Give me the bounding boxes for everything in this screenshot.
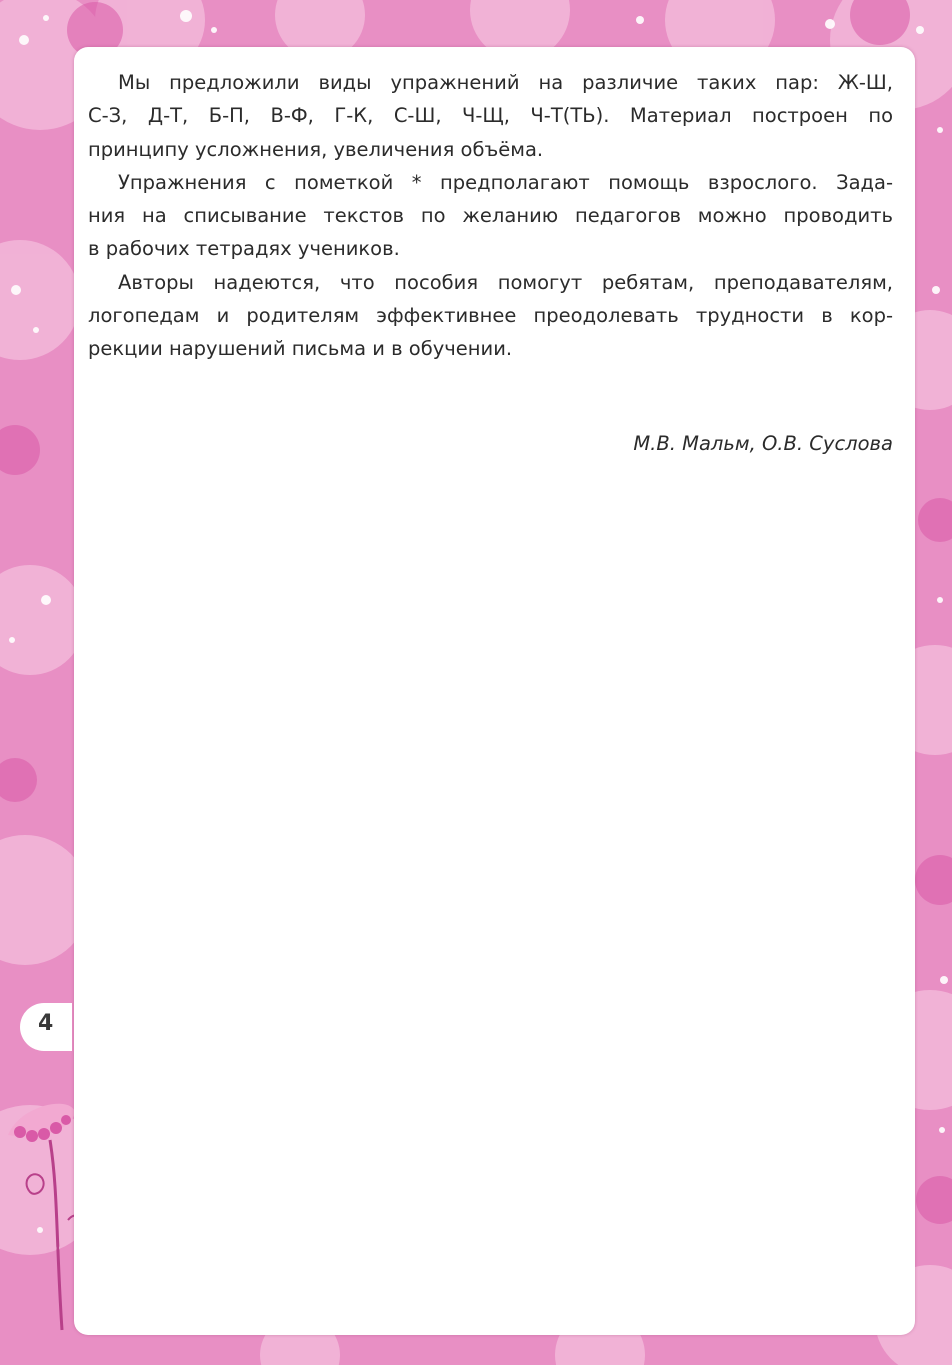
paragraph-3-line-1: Авторы надеются, что пособия помогут ребятам, преподавателям, [118,270,893,294]
author-signature: М.В. Мальм, О.В. Суслова [633,432,893,455]
page-number: 4 [38,1011,54,1036]
paragraph-3-line-2: логопедам и родителям эффективнее преодолевать трудности в кор- [88,304,893,328]
body-text [88,66,893,366]
paragraph-2-line-3: в рабочих тетрадях учеников. [88,237,400,261]
paragraph-1-line-1: Мы предложили виды упражнений на различие таких пар: Ж-Ш, [118,71,893,94]
paragraph-3-line-3: рекции нарушений письма и в обучении. [88,337,513,361]
paragraph-2-line-2: ния на списывание текстов по желанию педагогов можно проводить [88,204,893,228]
paragraph-2-line-1: Упражнения с пометкой * предполагают помощь взрослого. Зада- [118,170,893,194]
paragraph-1-line-3: принципу усложнения, увеличения объёма. [88,137,544,161]
paragraph-1-line-2: С-З, Д-Т, Б-П, В-Ф, Г-К, С-Ш, Ч-Щ, Ч-Т(ТЬ). Материал построен по [88,104,893,128]
